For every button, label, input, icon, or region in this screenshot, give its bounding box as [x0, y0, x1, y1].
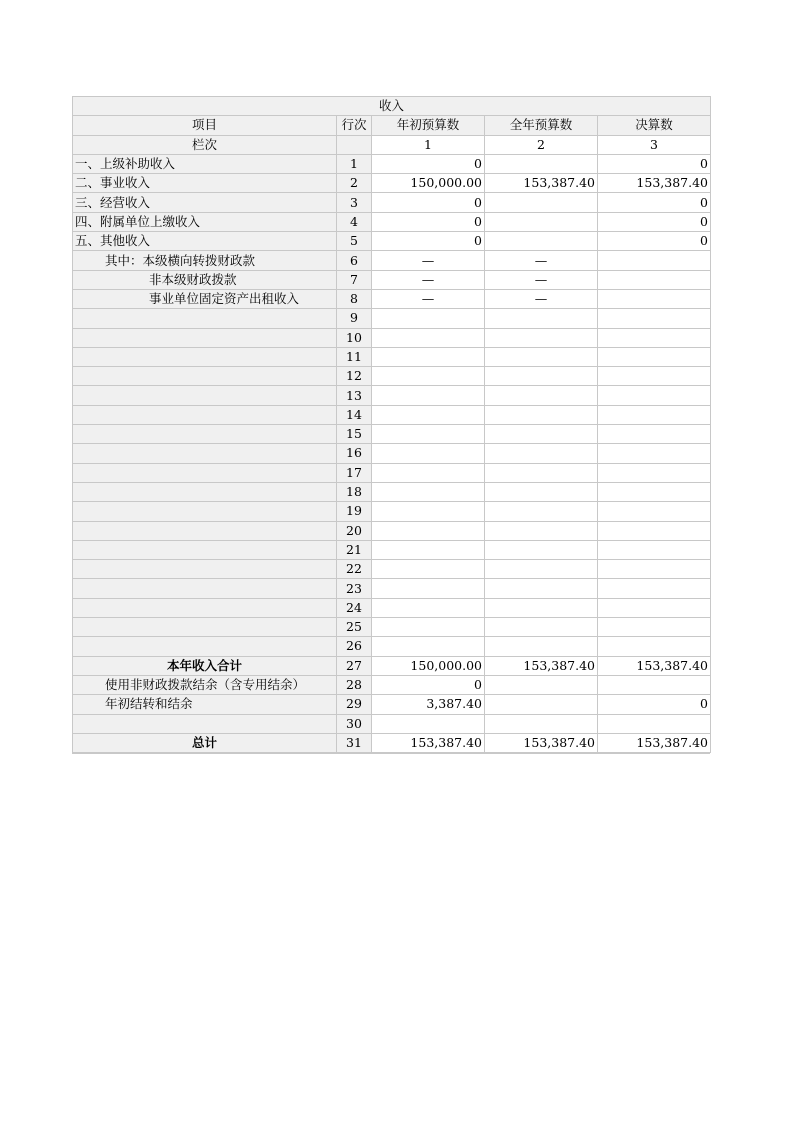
row-final-account: [598, 521, 711, 540]
row-full-budget: [485, 232, 598, 251]
header-row-section: [73, 97, 711, 116]
col-header-item: 项目: [73, 116, 337, 135]
row-initial-budget: [372, 425, 485, 444]
row-line-number: 20: [337, 521, 372, 540]
row-final-account: [598, 270, 711, 289]
row-final-account: [598, 637, 711, 656]
row-line-number: 18: [337, 482, 372, 501]
row-line-number: 9: [337, 309, 372, 328]
row-final-account: [598, 618, 711, 637]
row-full-budget: [485, 425, 598, 444]
row-final-account: [598, 598, 711, 617]
row-item-label: [73, 425, 337, 444]
table-row: [73, 579, 711, 598]
row-item-label: [73, 618, 337, 637]
row-line-number: 10: [337, 328, 372, 347]
col-index-3: 3: [598, 135, 711, 154]
table-row: [73, 637, 711, 656]
row-line-number: 23: [337, 579, 372, 598]
row-full-budget: [485, 675, 598, 694]
table-bottom-rule: [72, 752, 710, 754]
row-final-account: [598, 502, 711, 521]
row-item-label: 使用非财政拨款结余（含专用结余）: [73, 675, 337, 694]
row-initial-budget: [372, 521, 485, 540]
row-final-account: [598, 386, 711, 405]
row-initial-budget: 3,387.40: [372, 695, 485, 714]
row-initial-budget: [372, 328, 485, 347]
row-line-number: 28: [337, 675, 372, 694]
row-full-budget: [485, 347, 598, 366]
row-initial-budget: [372, 347, 485, 366]
row-final-account: 0: [598, 232, 711, 251]
row-item-label: [73, 714, 337, 733]
row-item-label: 三、经营收入: [73, 193, 337, 212]
table-row: [73, 289, 711, 308]
table-row: [73, 463, 711, 482]
table-row: [73, 386, 711, 405]
table-row: [73, 425, 711, 444]
row-line-number: 30: [337, 714, 372, 733]
row-initial-budget: 150,000.00: [372, 656, 485, 675]
row-line-number: 11: [337, 347, 372, 366]
col-index-1: 1: [372, 135, 485, 154]
row-line-number: 24: [337, 598, 372, 617]
row-initial-budget: [372, 714, 485, 733]
row-initial-budget: 0: [372, 154, 485, 173]
row-line-number: 31: [337, 733, 372, 752]
row-item-label: 五、其他收入: [73, 232, 337, 251]
row-full-budget: [485, 618, 598, 637]
table-row: [73, 270, 711, 289]
row-initial-budget: 153,387.40: [372, 733, 485, 752]
row-line-number: 27: [337, 656, 372, 675]
table-row: [73, 154, 711, 173]
table-row: [73, 193, 711, 212]
row-initial-budget: [372, 444, 485, 463]
row-line-number: 13: [337, 386, 372, 405]
row-line-number: 7: [337, 270, 372, 289]
row-item-label: [73, 444, 337, 463]
row-line-number: 16: [337, 444, 372, 463]
table-row: [73, 309, 711, 328]
row-initial-budget: [372, 618, 485, 637]
row-full-budget: [485, 212, 598, 231]
row-final-account: 0: [598, 212, 711, 231]
table-row: [73, 618, 711, 637]
table-row: [73, 695, 711, 714]
row-initial-budget: [372, 463, 485, 482]
row-line-number: 5: [337, 232, 372, 251]
row-initial-budget: [372, 482, 485, 501]
row-item-label: [73, 598, 337, 617]
row-item-label: 其中：本级横向转拨财政款: [73, 251, 337, 270]
row-item-label: [73, 579, 337, 598]
section-title: 收入: [73, 97, 711, 116]
row-line-number: 26: [337, 637, 372, 656]
header-row-index: [73, 135, 711, 154]
col-header-final-account: 决算数: [598, 116, 711, 135]
row-line-number: 4: [337, 212, 372, 231]
row-item-label: 事业单位固定资产出租收入: [73, 289, 337, 308]
col-index-label: 栏次: [73, 135, 337, 154]
row-full-budget: 153,387.40: [485, 656, 598, 675]
row-initial-budget: —: [372, 289, 485, 308]
row-final-account: [598, 463, 711, 482]
row-final-account: [598, 289, 711, 308]
row-full-budget: [485, 193, 598, 212]
row-final-account: 0: [598, 154, 711, 173]
row-final-account: [598, 540, 711, 559]
row-final-account: 0: [598, 193, 711, 212]
row-initial-budget: 0: [372, 212, 485, 231]
row-full-budget: [485, 386, 598, 405]
row-item-label: [73, 482, 337, 501]
row-full-budget: [485, 154, 598, 173]
row-full-budget: [485, 482, 598, 501]
row-full-budget: [485, 714, 598, 733]
row-final-account: 153,387.40: [598, 174, 711, 193]
row-initial-budget: 0: [372, 232, 485, 251]
row-final-account: [598, 309, 711, 328]
row-line-number: 14: [337, 405, 372, 424]
row-initial-budget: [372, 540, 485, 559]
row-final-account: 153,387.40: [598, 656, 711, 675]
row-final-account: [598, 482, 711, 501]
row-full-budget: [485, 540, 598, 559]
row-line-number: 1: [337, 154, 372, 173]
row-full-budget: 153,387.40: [485, 174, 598, 193]
col-header-line: 行次: [337, 116, 372, 135]
row-line-number: 17: [337, 463, 372, 482]
row-full-budget: —: [485, 251, 598, 270]
table-row: [73, 560, 711, 579]
row-full-budget: [485, 444, 598, 463]
row-final-account: [598, 425, 711, 444]
row-line-number: 19: [337, 502, 372, 521]
table-row: [73, 656, 711, 675]
table-row: [73, 347, 711, 366]
table-row: [73, 405, 711, 424]
row-final-account: [598, 714, 711, 733]
row-full-budget: —: [485, 289, 598, 308]
row-line-number: 8: [337, 289, 372, 308]
row-full-budget: 153,387.40: [485, 733, 598, 752]
row-item-label: [73, 463, 337, 482]
row-item-label: [73, 367, 337, 386]
row-final-account: 153,387.40: [598, 733, 711, 752]
table-row: [73, 367, 711, 386]
row-initial-budget: [372, 560, 485, 579]
row-full-budget: [485, 695, 598, 714]
row-full-budget: [485, 309, 598, 328]
row-initial-budget: 0: [372, 675, 485, 694]
row-final-account: [598, 347, 711, 366]
row-initial-budget: —: [372, 270, 485, 289]
row-final-account: [598, 675, 711, 694]
row-item-label: [73, 309, 337, 328]
table-row: [73, 502, 711, 521]
row-final-account: [598, 328, 711, 347]
row-full-budget: [485, 463, 598, 482]
table-row: [73, 212, 711, 231]
col-index-line: [337, 135, 372, 154]
row-initial-budget: [372, 386, 485, 405]
row-initial-budget: [372, 367, 485, 386]
row-full-budget: —: [485, 270, 598, 289]
table-row: [73, 174, 711, 193]
row-item-label: 年初结转和结余: [73, 695, 337, 714]
row-final-account: [598, 367, 711, 386]
row-item-label: [73, 405, 337, 424]
income-table: [72, 96, 711, 753]
row-item-label: 一、上级补助收入: [73, 154, 337, 173]
table-row: [73, 232, 711, 251]
row-line-number: 25: [337, 618, 372, 637]
row-final-account: [598, 579, 711, 598]
row-initial-budget: [372, 637, 485, 656]
row-line-number: 21: [337, 540, 372, 559]
table-row: [73, 444, 711, 463]
row-line-number: 12: [337, 367, 372, 386]
row-full-budget: [485, 367, 598, 386]
row-line-number: 29: [337, 695, 372, 714]
row-line-number: 6: [337, 251, 372, 270]
table-row: [73, 540, 711, 559]
row-full-budget: [485, 598, 598, 617]
row-item-label: [73, 502, 337, 521]
row-initial-budget: [372, 309, 485, 328]
table-row: [73, 675, 711, 694]
row-full-budget: [485, 328, 598, 347]
row-full-budget: [485, 560, 598, 579]
table-row: [73, 482, 711, 501]
row-initial-budget: 0: [372, 193, 485, 212]
row-initial-budget: [372, 502, 485, 521]
row-final-account: [598, 560, 711, 579]
row-initial-budget: —: [372, 251, 485, 270]
table-row: [73, 521, 711, 540]
row-item-label: [73, 328, 337, 347]
row-line-number: 3: [337, 193, 372, 212]
row-full-budget: [485, 502, 598, 521]
table-row: [73, 714, 711, 733]
col-header-initial-budget: 年初预算数: [372, 116, 485, 135]
row-item-label: [73, 540, 337, 559]
row-full-budget: [485, 579, 598, 598]
col-header-full-budget: 全年预算数: [485, 116, 598, 135]
col-index-2: 2: [485, 135, 598, 154]
table-row: [73, 251, 711, 270]
row-item-label: 非本级财政拨款: [73, 270, 337, 289]
header-row-columns: [73, 116, 711, 135]
row-final-account: [598, 251, 711, 270]
row-initial-budget: [372, 598, 485, 617]
table-row: [73, 733, 711, 752]
row-item-label: [73, 560, 337, 579]
row-item-label: 总计: [73, 733, 337, 752]
row-full-budget: [485, 637, 598, 656]
row-item-label: 二、事业收入: [73, 174, 337, 193]
row-item-label: [73, 521, 337, 540]
row-initial-budget: [372, 579, 485, 598]
table-row: [73, 328, 711, 347]
row-line-number: 2: [337, 174, 372, 193]
row-full-budget: [485, 521, 598, 540]
row-item-label: [73, 347, 337, 366]
table-row: [73, 598, 711, 617]
row-item-label: 四、附属单位上缴收入: [73, 212, 337, 231]
row-final-account: [598, 444, 711, 463]
row-final-account: [598, 405, 711, 424]
row-full-budget: [485, 405, 598, 424]
row-item-label: [73, 637, 337, 656]
row-initial-budget: [372, 405, 485, 424]
row-initial-budget: 150,000.00: [372, 174, 485, 193]
row-final-account: 0: [598, 695, 711, 714]
row-line-number: 22: [337, 560, 372, 579]
row-line-number: 15: [337, 425, 372, 444]
row-item-label: [73, 386, 337, 405]
row-item-label: 本年收入合计: [73, 656, 337, 675]
